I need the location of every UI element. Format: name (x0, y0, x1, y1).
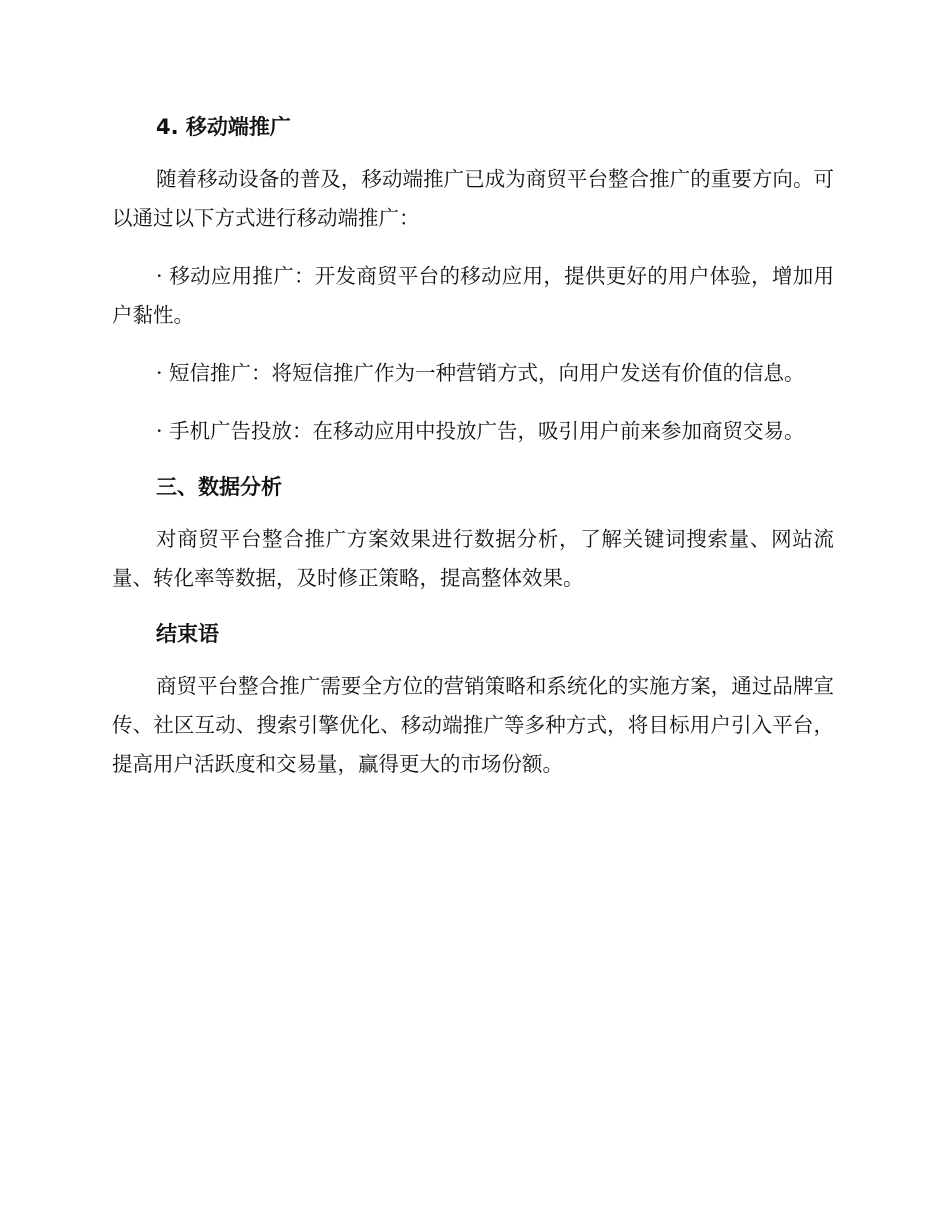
section-heading-conclusion: 结束语 (156, 622, 219, 646)
section-heading-data-analysis: 三、数据分析 (156, 475, 282, 499)
bullet-mobile-app: · 移动应用推广：开发商贸平台的移动应用，提供更好的用户体验，增加用户黏性。 (112, 264, 834, 327)
paragraph-data-analysis: 对商贸平台整合推广方案效果进行数据分析，了解关键词搜索量、网站流量、转化率等数据，及时修正策略，提高整体效果。 (112, 527, 834, 590)
paragraph-mobile-intro: 随着移动设备的普及，移动端推广已成为商贸平台整合推广的重要方向。可以通过以下方式进行移动端推广： (112, 167, 834, 230)
bullet-mobile-ads: · 手机广告投放：在移动应用中投放广告，吸引用户前来参加商贸交易。 (156, 419, 805, 443)
paragraph-conclusion: 商贸平台整合推广需要全方位的营销策略和系统化的实施方案，通过品牌宣传、社区互动、搜索引擎优化、移动端推广等多种方式，将目标用户引入平台，提高用户活跃度和交易量，赢得更大的市场份额。 (112, 674, 834, 776)
bullet-sms: · 短信推广：将短信推广作为一种营销方式，向用户发送有价值的信息。 (156, 361, 805, 385)
section-heading-mobile-promotion: 4. 移动端推广 (156, 115, 291, 139)
document-body (112, 110, 834, 784)
